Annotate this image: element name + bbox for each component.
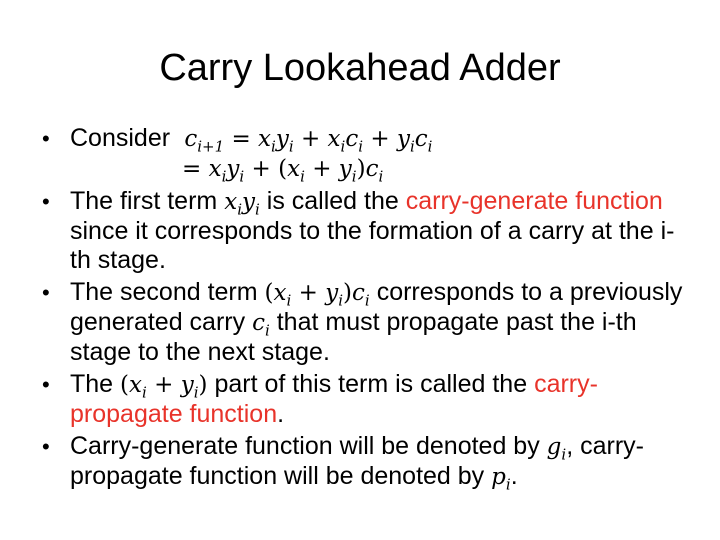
math-term: $x_iy_i$ bbox=[224, 189, 260, 219]
bullet-dot: • bbox=[42, 372, 50, 397]
bullet-item bbox=[42, 278, 692, 367]
bullet-text: The second term bbox=[70, 278, 258, 306]
highlight-text: carry-generate function bbox=[405, 187, 663, 215]
bullet-text: corresponds to a previously generated carry bbox=[70, 278, 683, 336]
bullet-list bbox=[42, 124, 692, 495]
bullet-text: Carry-generate function will be denoted by bbox=[70, 432, 540, 460]
math-term: $(x_i + y_i)c_i$ bbox=[264, 280, 370, 310]
math-term: $g_i$ bbox=[546, 434, 567, 464]
bullet-dot: • bbox=[42, 126, 50, 151]
bullet-text: Consider bbox=[70, 124, 171, 152]
bullet-dot: • bbox=[42, 280, 50, 305]
bullet-text: that must propagate past the i-th stage to the next stage. bbox=[70, 308, 637, 366]
bullet-item bbox=[42, 432, 692, 492]
equation-line-2 bbox=[70, 154, 692, 184]
bullet-text: is called the bbox=[266, 187, 399, 215]
highlight-text: carry-propagate function bbox=[70, 370, 598, 428]
bullet-text: . bbox=[510, 462, 518, 490]
bullet-text: The first term bbox=[70, 187, 218, 215]
math-term: $c_i$ bbox=[252, 310, 270, 340]
bullet-dot: • bbox=[42, 189, 50, 214]
bullet-item bbox=[42, 124, 692, 184]
bullet-item bbox=[42, 370, 692, 429]
bullet-text: , carry-propagate function will be denoted by bbox=[70, 432, 644, 490]
equation-text: $c_{i+1} = x_iy_i + x_ic_i + y_ic_i$ bbox=[177, 126, 433, 156]
math-term: $p_i$ bbox=[491, 464, 511, 494]
bullet-text: part of this term is called the bbox=[214, 370, 528, 398]
bullet-dot: • bbox=[42, 434, 50, 459]
bullet-text: since it corresponds to the formation of a carry at the i-th stage. bbox=[70, 217, 675, 274]
equation-text: = $x_iy_i + (x_i + y_i)c_i$ bbox=[182, 156, 384, 186]
bullet-item bbox=[42, 187, 692, 275]
bullet-text: The bbox=[70, 370, 114, 398]
math-term: $(x_i + y_i)$ bbox=[120, 372, 208, 402]
slide-title: Carry Lookahead Adder bbox=[159, 47, 561, 89]
equation-line-1 bbox=[70, 124, 692, 154]
bullet-text: . bbox=[277, 400, 285, 428]
